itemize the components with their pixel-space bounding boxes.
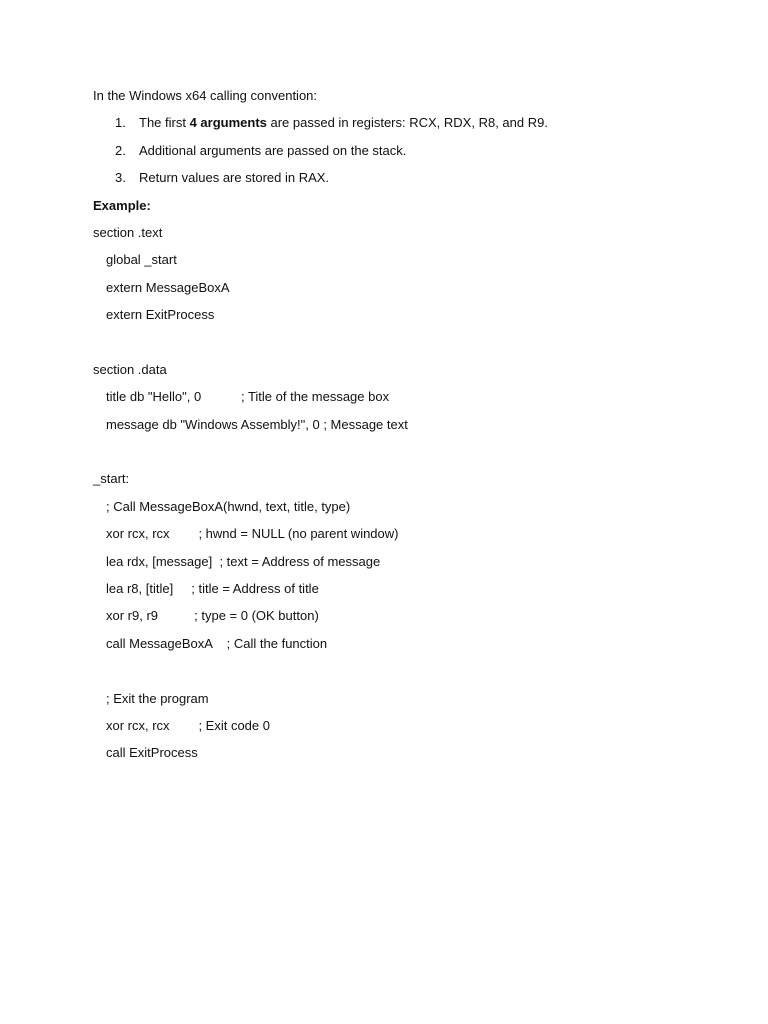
code-line: ; Exit the program bbox=[106, 690, 209, 706]
code-line: call MessageBoxA ; Call the function bbox=[106, 635, 328, 651]
list-item bbox=[93, 168, 693, 195]
code-line: extern ExitProcess bbox=[106, 307, 215, 323]
list-number: 1. bbox=[115, 115, 126, 131]
code-line: _start: bbox=[93, 471, 130, 487]
list-number: 2. bbox=[115, 142, 126, 158]
code-line: section .data bbox=[93, 361, 167, 377]
code-line: lea rdx, [message] ; text = Address of message bbox=[106, 553, 381, 569]
code-line: ; Call MessageBoxA(hwnd, text, title, type) bbox=[106, 498, 351, 514]
code-line: call ExitProcess bbox=[106, 745, 198, 761]
list-item bbox=[93, 141, 693, 168]
code-line: lea r8, [title] ; title = Address of title bbox=[106, 581, 319, 597]
list-item bbox=[93, 113, 693, 140]
list-text: Additional arguments are passed on the stack. bbox=[139, 142, 407, 158]
code-line: xor rcx, rcx ; hwnd = NULL (no parent window) bbox=[106, 526, 399, 542]
blank-line bbox=[93, 661, 693, 688]
list-number: 3. bbox=[115, 170, 126, 186]
list-text: Return values are stored in RAX. bbox=[139, 170, 330, 186]
code-line: extern MessageBoxA bbox=[106, 279, 230, 295]
intro-paragraph: In the Windows x64 calling convention: bbox=[93, 88, 318, 103]
code-line: xor r9, r9 ; type = 0 (OK button) bbox=[106, 608, 319, 624]
document-page bbox=[93, 86, 693, 771]
list-text: The first bbox=[139, 115, 190, 131]
code-line: message db "Windows Assembly!", 0 ; Message text bbox=[106, 416, 408, 432]
list-text: are passed in registers: RCX, RDX, R8, and R9. bbox=[266, 115, 548, 131]
list-text-bold: 4 arguments bbox=[189, 115, 267, 131]
example-heading: Example: bbox=[93, 197, 151, 213]
blank-line bbox=[93, 442, 693, 469]
code-line: section .text bbox=[93, 224, 163, 240]
code-line: title db "Hello", 0 ; Title of the message box bbox=[106, 389, 390, 405]
code-line: xor rcx, rcx ; Exit code 0 bbox=[106, 717, 270, 733]
code-line: global _start bbox=[106, 252, 177, 268]
blank-line bbox=[93, 333, 693, 360]
